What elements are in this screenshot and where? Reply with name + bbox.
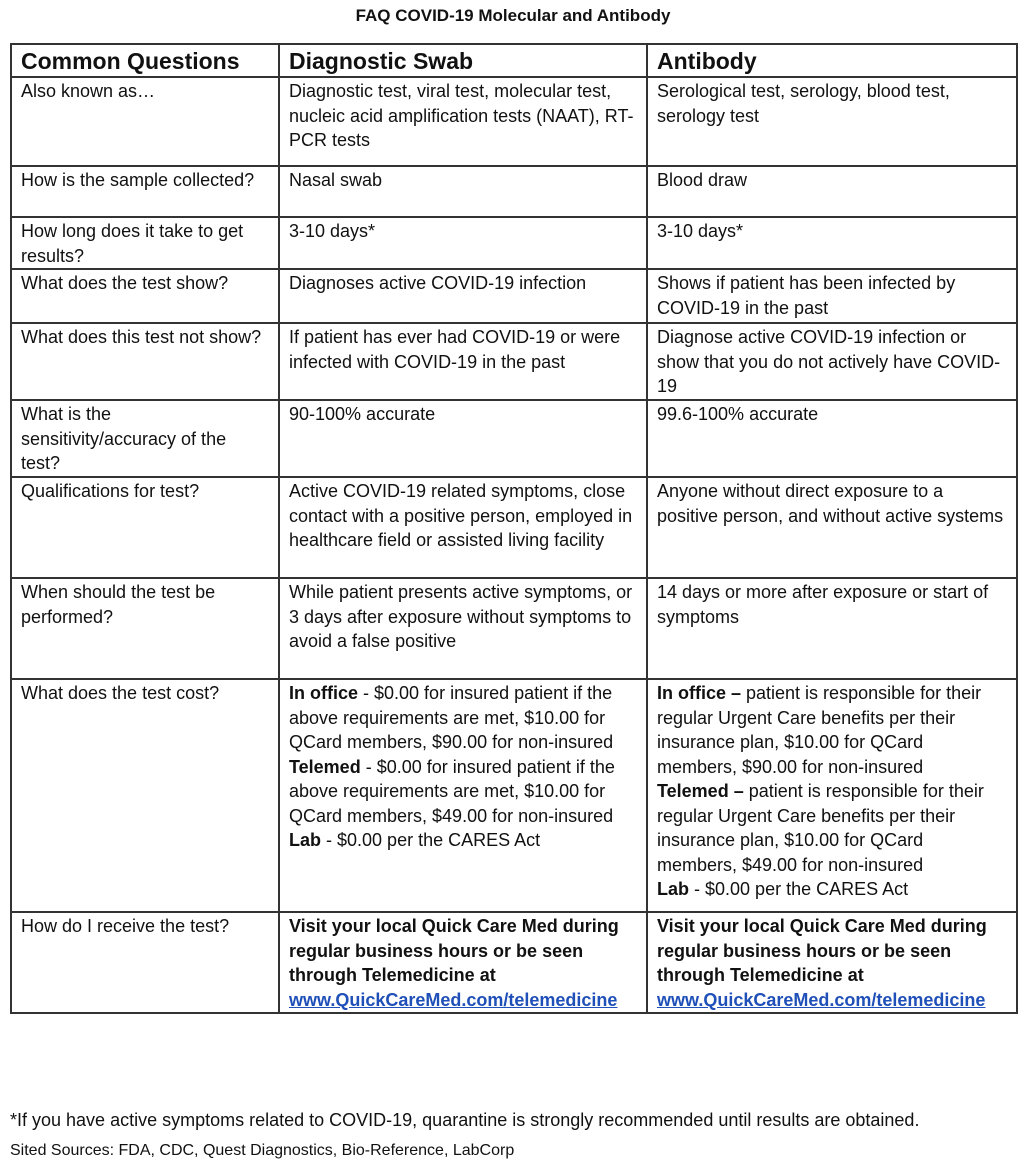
page-title: FAQ COVID-19 Molecular and Antibody [355,6,671,25]
table-row [11,166,1017,217]
table-row-receive [11,912,1017,1013]
lab-label: Lab [289,830,322,850]
question-cell: How is the sample collected? [11,166,279,217]
table-row [11,217,1017,269]
table-row [11,477,1017,578]
header-common-questions: Common Questions [11,44,279,77]
lab-text: - $0.00 per the CARES Act [321,830,541,850]
in-office-text: patient is responsible for their regular Urgent Care benefits per their insurance plan, $10.00 for QCard members, $90.00 for non-insured [657,683,982,777]
header-diagnostic-swab: Diagnostic Swab [279,44,647,77]
swab-cell: 90-100% accurate [279,400,647,477]
antibody-cell: Shows if patient has been infected by COVID-19 in the past [647,269,1017,323]
receive-text: Visit your local Quick Care Med during regular business hours or be seen through Telemedicine at [657,916,987,985]
antibody-cost-cell [647,679,1017,912]
swab-cell: If patient has ever had COVID-19 or were infected with COVID-19 in the past [279,323,647,400]
table-row-cost [11,679,1017,912]
lab-text: - $0.00 per the CARES Act [689,879,909,899]
antibody-cell: 99.6-100% accurate [647,400,1017,477]
question-cell: What does this test not show? [11,323,279,400]
question-cell: What does the test cost? [11,679,279,912]
antibody-cell: 14 days or more after exposure or start of symptoms [647,578,1017,679]
in-office-label: In office – [657,683,742,703]
swab-cell: Diagnoses active COVID-19 infection [279,269,647,323]
telemed-label: Telemed [289,756,361,777]
table-header-row [11,44,1017,77]
question-cell: How long does it take to get results? [11,217,279,269]
table-row [11,77,1017,166]
swab-cell: 3-10 days* [279,217,647,269]
telemed-label: Telemed – [657,781,744,801]
antibody-cell: Diagnose active COVID-19 infection or show that you do not actively have COVID-19 [647,323,1017,400]
swab-cell: While patient presents active symptoms, or 3 days after exposure without symptoms to avoid a false positive [279,578,647,679]
table-row [11,578,1017,679]
question-cell: When should the test be performed? [11,578,279,679]
in-office-text: - $0.00 for insured patient if the above requirements are met, $10.00 for QCard members, $90.00 for non-insured [289,683,614,752]
telemed-text: patient is responsible for their regular Urgent Care benefits per their insurance plan, $10.00 for QCard members, $49.00 for non-insured [657,781,984,875]
swab-cell: Diagnostic test, viral test, molecular test, nucleic acid amplification tests (NAAT), RT-PCR tests [279,77,647,166]
telemedicine-link[interactable]: www.QuickCareMed.com/telemedicine [289,989,618,1010]
swab-receive-cell [279,912,647,1013]
table-row [11,400,1017,477]
sources-line: Sited Sources: FDA, CDC, Quest Diagnostics, Bio-Reference, LabCorp [10,1142,515,1159]
question-cell: What is the sensitivity/accuracy of the test? [11,400,279,477]
antibody-cell: Blood draw [647,166,1017,217]
telemed-text: - $0.00 for insured patient if the above requirements are met, $10.00 for QCard members, $49.00 for non-insured [289,756,615,826]
telemedicine-link[interactable]: www.QuickCareMed.com/telemedicine [657,989,986,1010]
antibody-receive-cell [647,912,1017,1013]
lab-label: Lab [657,879,690,899]
question-cell: Qualifications for test? [11,477,279,578]
header-antibody: Antibody [647,44,1017,77]
receive-text: Visit your local Quick Care Med during regular business hours or be seen through Telemedicine at [289,916,619,985]
antibody-cell: Serological test, serology, blood test, serology test [647,77,1017,166]
question-cell: How do I receive the test? [11,912,279,1013]
swab-cell: Nasal swab [279,166,647,217]
question-cell: Also known as… [11,77,279,166]
swab-cost-cell [279,679,647,912]
faq-table [10,43,1018,1014]
in-office-label: In office [289,683,359,703]
table-row [11,323,1017,400]
footnote: *If you have active symptoms related to COVID-19, quarantine is strongly recommended until results are obtained. [10,1110,920,1130]
question-cell: What does the test show? [11,269,279,323]
antibody-cell: Anyone without direct exposure to a positive person, and without active systems [647,477,1017,578]
antibody-cell: 3-10 days* [647,217,1017,269]
swab-cell: Active COVID-19 related symptoms, close contact with a positive person, employed in healthcare field or assisted living facility [279,477,647,578]
table-row [11,269,1017,323]
